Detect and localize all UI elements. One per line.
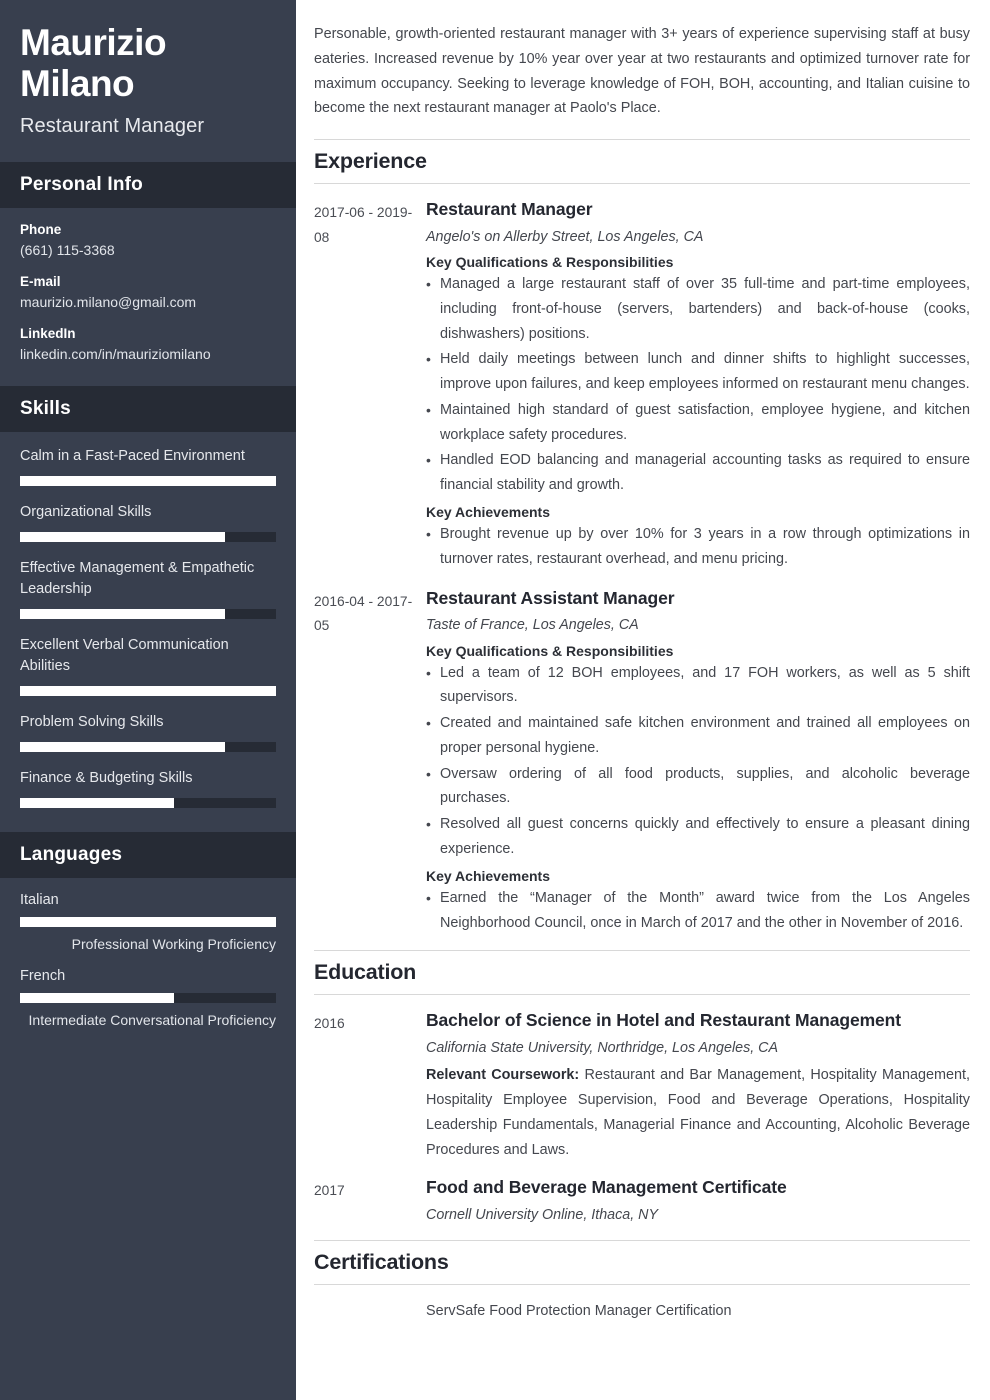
education-entry	[314, 1009, 970, 1162]
certification-item: ServSafe Food Protection Manager Certification	[426, 1303, 732, 1320]
email-label: E-mail	[20, 273, 61, 289]
personal-info-heading-band	[0, 162, 296, 208]
personal-info-item-phone	[20, 222, 276, 260]
languages-heading: Languages	[20, 843, 123, 865]
skills-heading: Skills	[20, 397, 71, 419]
list-item: • Earned the “Manager of the Month” award twice from the Los Angeles Neighborhood Council, once in March of 2017 and the other in November of 2016.	[426, 886, 970, 936]
education-heading: Education	[314, 960, 417, 985]
language-proficiency: Professional Working Proficiency	[71, 935, 276, 952]
skill-label: Problem Solving Skills	[20, 713, 164, 730]
linkedin-label: LinkedIn	[20, 325, 76, 341]
personal-info-item-email	[20, 274, 276, 312]
skill-bar-fill	[20, 609, 225, 619]
language-item	[20, 968, 276, 1030]
experience-heading-wrap	[314, 139, 970, 184]
professional-summary: Personable, growth-oriented restaurant manager with 3+ years of experience supervising staff at busy eateries. Increased revenue by 10% year over year at two restaurants and optimized turnover rate for maximum occupancy. Seeking to leverage knowledge of FOH, BOH, accounting, and Italian cuisine to become the next restaurant manager at Paolo's Place.	[314, 26, 970, 117]
languages-heading-band	[0, 832, 296, 878]
education-entry-title: Bachelor of Science in Hotel and Restaurant Management	[426, 1010, 901, 1031]
experience-entry-date: 2017-06 - 2019-08	[314, 205, 413, 245]
experience-entry-title: Restaurant Assistant Manager	[426, 587, 675, 608]
qualifications-label: Key Qualifications & Responsibilities	[426, 642, 674, 659]
skill-bar-fill	[20, 532, 225, 542]
skill-bar-fill	[20, 686, 276, 696]
skill-item	[20, 768, 276, 808]
main-content	[296, 0, 990, 1400]
skill-bar-track	[20, 476, 276, 486]
language-label: Italian	[20, 891, 59, 908]
education-entry-date: 2016	[314, 1016, 345, 1032]
language-bar-track	[20, 917, 276, 927]
experience-entry-date: 2016-04 - 2017-05	[314, 593, 413, 634]
education-heading-wrap	[314, 950, 970, 995]
achievements-list	[426, 886, 970, 936]
skill-bar-fill	[20, 476, 276, 486]
list-item: • Handled EOD balancing and managerial accounting tasks as required to ensure financial stability and growth.	[426, 448, 970, 498]
identity-block	[0, 0, 296, 162]
language-proficiency: Intermediate Conversational Proficiency	[28, 1011, 276, 1028]
experience-entry	[314, 587, 970, 937]
skill-item	[20, 712, 276, 752]
qualifications-list	[426, 661, 970, 862]
experience-entry-org: Angelo's on Allerby Street, Los Angeles, CA	[426, 228, 704, 245]
list-item: • Maintained high standard of guest satisfaction, employee hygiene, and kitchen workplace safety procedures.	[426, 398, 970, 448]
skill-label: Excellent Verbal Communication Abilities	[20, 636, 229, 674]
experience-entry-body	[426, 198, 970, 572]
certifications-heading-wrap	[314, 1240, 970, 1285]
skill-bar-track	[20, 742, 276, 752]
skill-bar-fill	[20, 798, 174, 808]
list-item: • Held daily meetings between lunch and dinner shifts to highlight successes, improve upon failures, and keep employees informed on restaurant menu changes.	[426, 347, 970, 397]
list-item: • Resolved all guest concerns quickly and effectively to ensure a pleasant dining experience.	[426, 812, 970, 862]
personal-info-heading: Personal Info	[20, 173, 143, 195]
skill-item	[20, 635, 276, 696]
experience-heading: Experience	[314, 149, 427, 174]
list-item: • Led a team of 12 BOH employees, and 17 FOH workers, as well as 5 shift supervisors.	[426, 661, 970, 711]
education-entry-date: 2017	[314, 1183, 345, 1199]
achievements-label: Key Achievements	[426, 867, 550, 884]
coursework-paragraph	[426, 1063, 970, 1162]
list-item: • Oversaw ordering of all food products, supplies, and alcoholic beverage purchases.	[426, 762, 970, 812]
language-bar-fill	[20, 993, 174, 1003]
experience-entry-org: Taste of France, Los Angeles, CA	[426, 617, 639, 634]
language-bar-fill	[20, 917, 276, 927]
skill-label: Finance & Budgeting Skills	[20, 769, 193, 786]
candidate-name: Maurizio Milano	[20, 22, 167, 105]
experience-section	[314, 139, 970, 936]
education-section	[314, 950, 970, 1226]
experience-entry-body	[426, 587, 970, 937]
coursework-label: Relevant Coursework:	[426, 1067, 580, 1084]
certifications-section	[314, 1240, 970, 1324]
skill-bar-track	[20, 609, 276, 619]
achievements-label: Key Achievements	[426, 504, 550, 521]
languages-body	[0, 878, 296, 1053]
list-item: • Created and maintained safe kitchen environment and trained all employees on proper personal hygiene.	[426, 711, 970, 761]
education-entry-body	[426, 1009, 970, 1162]
personal-info-body	[0, 208, 296, 386]
qualifications-list	[426, 272, 970, 498]
education-entry-body	[426, 1176, 970, 1226]
experience-entry-title: Restaurant Manager	[426, 199, 593, 220]
experience-entry	[314, 198, 970, 572]
list-item: • Brought revenue up by over 10% for 3 years in a row through optimizations in turnover rates, restaurant overhead, and menu pricing.	[426, 522, 970, 572]
skill-bar-track	[20, 798, 276, 808]
achievements-list	[426, 522, 970, 572]
skills-heading-band	[0, 386, 296, 432]
list-item: • Managed a large restaurant staff of over 35 full-time and part-time employees, including front-of-house (servers, bartenders) and back-of-house (cooks, dishwashers) positions.	[426, 272, 970, 346]
education-entry-title: Food and Beverage Management Certificate	[426, 1177, 787, 1198]
personal-info-item-linkedin	[20, 326, 276, 364]
linkedin-value[interactable]: linkedin.com/in/mauriziomilano	[20, 345, 211, 362]
skill-bar-fill	[20, 742, 225, 752]
education-entry-org: California State University, Northridge, Los Angeles, CA	[426, 1039, 779, 1056]
certifications-heading: Certifications	[314, 1250, 449, 1275]
skill-label: Effective Management & Empathetic Leadership	[20, 559, 255, 597]
phone-label: Phone	[20, 221, 62, 237]
candidate-job-title: Restaurant Manager	[20, 114, 205, 137]
language-bar-track	[20, 993, 276, 1003]
language-label: French	[20, 967, 66, 984]
education-entry-org: Cornell University Online, Ithaca, NY	[426, 1207, 659, 1224]
skills-body	[0, 432, 296, 832]
skill-item	[20, 502, 276, 542]
phone-value: (661) 115-3368	[20, 241, 115, 258]
skill-bar-track	[20, 686, 276, 696]
coursework-text: Restaurant and Bar Management, Hospitality Management, Hospitality Employee Supervision, Food and Beverage Operations, Hospitality Leadership Fundamentals, Managerial Finance and Accounting, Alcoholic Beverage Procedures and Laws.	[426, 1067, 970, 1158]
sidebar	[0, 0, 296, 1400]
skill-label: Calm in a Fast-Paced Environment	[20, 447, 245, 464]
email-value[interactable]: maurizio.milano@gmail.com	[20, 293, 197, 310]
skill-bar-track	[20, 532, 276, 542]
skill-item	[20, 446, 276, 486]
language-item	[20, 892, 276, 954]
qualifications-label: Key Qualifications & Responsibilities	[426, 254, 674, 271]
skill-label: Organizational Skills	[20, 503, 152, 520]
skill-item	[20, 558, 276, 619]
education-entry	[314, 1176, 970, 1226]
